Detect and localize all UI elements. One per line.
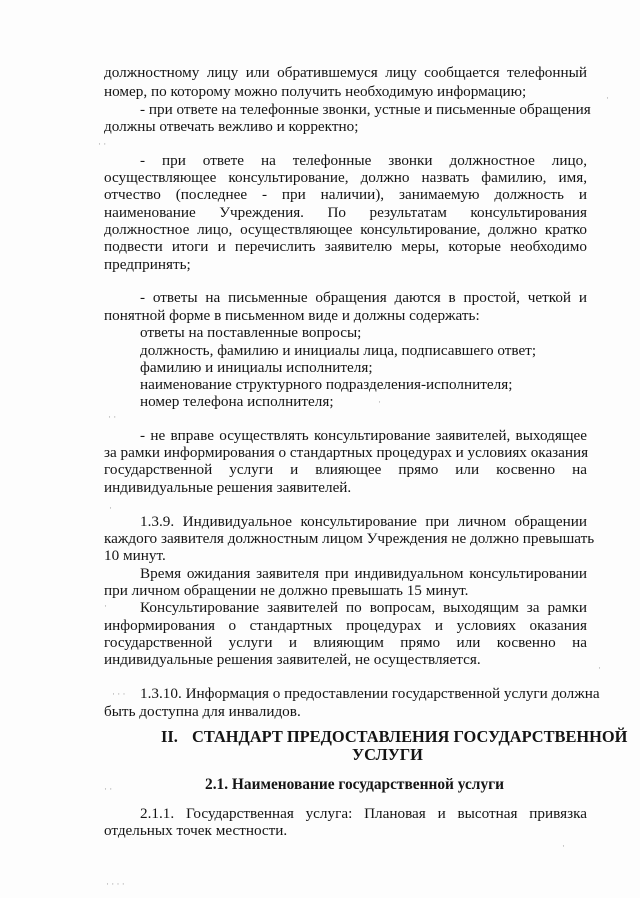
text-line: понятной форме в письменном виде и должны содержать: — [104, 307, 480, 324]
text-line: предпринять; — [104, 256, 191, 273]
list-item: должность, фамилию и инициалы лица, подписавшего ответ; — [140, 342, 537, 359]
scan-speck: · — [109, 503, 112, 513]
text-line: номер, по которому можно получить необходимую информацию; — [104, 83, 527, 100]
text-line: подвести итоги и перечислить заявителю меры, которые необходимо — [104, 238, 587, 255]
scan-speck: · — [598, 663, 601, 673]
scan-speck: · — [378, 397, 381, 407]
scan-speck: · · · · — [106, 879, 125, 889]
text-line: должны отвечать вежливо и корректно; — [104, 118, 359, 135]
section-number: II. — [161, 727, 178, 746]
text-line: - ответы на письменные обращения даются в простой, четкой и — [140, 289, 587, 306]
text-line: 1.3.10. Информация о предоставлении государственной услуги должна — [140, 685, 600, 702]
text-line: Время ожидания заявителя при индивидуальном консультировании — [140, 565, 587, 582]
text-line: при личном обращении не должно превышать 15 минут. — [104, 582, 469, 599]
text-line: 2.1.1. Государственная услуга: Плановая и высотная привязка — [140, 805, 587, 822]
text-line: Консультирование заявителей по вопросам, выходящим за рамки — [140, 599, 587, 616]
section-title: СТАНДАРТ ПРЕДОСТАВЛЕНИЯ ГОСУДАРСТВЕННОЙ — [192, 727, 628, 746]
text-line: быть доступна для инвалидов. — [104, 703, 301, 720]
text-line: отчество (последнее - при наличии), занимаемую должность и — [104, 186, 587, 203]
scan-speck: · · — [98, 139, 107, 149]
subsection-title: 2.1. Наименование государственной услуги — [205, 776, 504, 793]
text-line: государственной услуги и влияющее прямо или косвенно на — [104, 461, 587, 478]
text-line: осуществляющее консультирование, должно назвать фамилию, имя, — [104, 169, 587, 186]
text-line: 1.3.9. Индивидуальное консультирование при личном обращении — [140, 513, 587, 530]
text-line: за рамки информирования о стандартных процедурах и условиях оказания — [104, 444, 589, 461]
scan-speck: · — [606, 93, 609, 103]
list-item: фамилию и инициалы исполнителя; — [140, 359, 373, 376]
text-line: - не вправе осуществлять консультирование заявителей, выходящее — [140, 427, 587, 444]
scan-speck: · · — [104, 784, 113, 794]
text-line: должностное лицо, осуществляющее консультирование, должно кратко — [104, 221, 587, 238]
list-item: наименование структурного подразделения-исполнителя; — [140, 376, 513, 393]
text-line: отдельных точек местности. — [104, 822, 288, 839]
text-line: каждого заявителя должностным лицом Учреждения не должно превышать — [104, 530, 595, 547]
text-line: государственной услуги и влияющим прямо или косвенно на — [104, 634, 587, 651]
text-line: - при ответе на телефонные звонки должностное лицо, — [140, 152, 587, 169]
text-line: индивидуальные решения заявителей, не осуществляется. — [104, 651, 481, 668]
text-line: наименование Учреждения. По результатам консультирования — [104, 204, 587, 221]
text-line: информирования о стандартных процедурах и условиях оказания — [104, 617, 587, 634]
scan-speck: · · — [108, 412, 117, 422]
scan-speck: · · · — [112, 689, 126, 699]
text-line: - при ответе на телефонные звонки, устные и письменные обращения — [140, 101, 591, 118]
scan-speck: · — [104, 601, 107, 611]
list-item: ответы на поставленные вопросы; — [140, 324, 362, 341]
section-title-continued: УСЛУГИ — [352, 745, 423, 764]
text-line: 10 минут. — [104, 547, 166, 564]
text-line: должностному лицу или обратившемуся лицу сообщается телефонный — [104, 64, 587, 81]
text-line: индивидуальные решения заявителей. — [104, 479, 352, 496]
list-item: номер телефона исполнителя; — [140, 393, 334, 410]
scan-speck: · — [562, 841, 565, 851]
